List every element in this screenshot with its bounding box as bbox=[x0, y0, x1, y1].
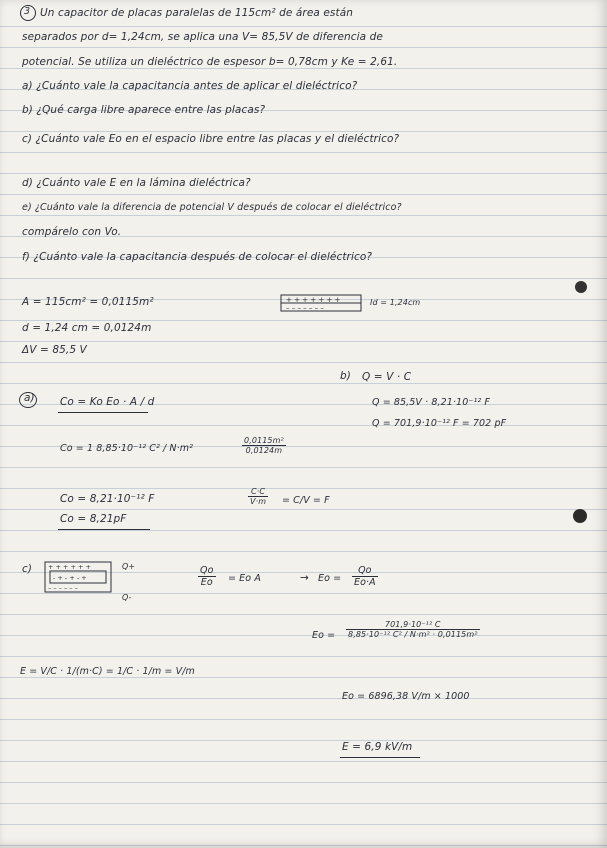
part-a-units-frac bbox=[248, 487, 268, 506]
eo-sub-num: 701,9·10⁻¹² C bbox=[346, 620, 480, 630]
statement-line-1: Un capacitor de placas paralelas de 115cm² de área están bbox=[40, 7, 353, 19]
question-a: a) ¿Cuánto vale la capacitancia antes de aplicar el dieléctrico? bbox=[22, 80, 358, 92]
given-area: A = 115cm² = 0,0115m² bbox=[22, 296, 154, 308]
question-d: d) ¿Cuánto vale E en la lámina dieléctrica? bbox=[22, 177, 251, 189]
gauss-rhs: = Eo A bbox=[228, 573, 261, 584]
eo-substitution-fraction bbox=[346, 620, 480, 639]
svg-text:+ + + + + +: + + + + + + bbox=[48, 563, 92, 571]
units-derivation: E = V/C · 1/(m·C) = 1/C · 1/m = V/m bbox=[20, 666, 195, 677]
problem-number: 3 bbox=[24, 6, 31, 17]
part-a-result-underline bbox=[58, 529, 150, 530]
question-b: b) ¿Qué carga libre aparece entre las placas? bbox=[22, 104, 266, 116]
svg-text:+ + + + + + +: + + + + + + + bbox=[286, 296, 341, 304]
question-f: f) ¿Cuánto vale la capacitancia después de colocar el dieléctrico? bbox=[22, 251, 373, 263]
part-a-formula-underline bbox=[58, 412, 148, 413]
part-a-frac-den: 0,0124m bbox=[245, 446, 283, 455]
charge-plus: Q+ bbox=[122, 562, 136, 571]
eo-num: Qo bbox=[352, 565, 378, 577]
part-b-label: b) bbox=[340, 370, 351, 382]
part-a-area-over-d bbox=[242, 436, 286, 455]
arrow: → bbox=[300, 572, 309, 584]
part-a-substitution: Co = 1 8,85·10⁻¹² C² / N·m² bbox=[60, 443, 193, 454]
e-result-underline bbox=[340, 757, 420, 758]
part-a-frac-num: 0,0115m² bbox=[244, 436, 284, 445]
eo-den: Eo·A bbox=[354, 577, 376, 588]
part-c-label: c) bbox=[22, 563, 33, 575]
part-a-formula: Co = Ko Eo · A / d bbox=[60, 396, 155, 408]
statement-line-3: potencial. Se utiliza un dieléctrico de espesor b= 0,78cm y Ke = 2,61. bbox=[22, 56, 398, 68]
capacitor-sketch bbox=[280, 293, 370, 315]
part-a-label: a) bbox=[24, 392, 35, 404]
binder-hole-bottom bbox=[573, 509, 587, 523]
part-a-result-2: Co = 8,21pF bbox=[60, 513, 127, 525]
question-e: e) ¿Cuánto vale la diferencia de potencial V después de colocar el dieléctrico? bbox=[22, 202, 402, 213]
part-b-line-1: Q = V · C bbox=[362, 371, 412, 383]
gauss-fraction bbox=[198, 565, 216, 588]
part-a-result-1: Co = 8,21·10⁻¹² F bbox=[60, 493, 155, 505]
statement-line-2: separados por d= 1,24cm, se aplica una V= 85,5V de diferencia de bbox=[22, 31, 383, 43]
question-e-cont: compárelo con Vo. bbox=[22, 226, 122, 238]
charge-minus: Q- bbox=[122, 593, 132, 602]
sketch-label: Id = 1,24cm bbox=[370, 298, 421, 307]
part-a-units-den: V·m bbox=[250, 497, 267, 506]
binder-hole-top bbox=[575, 281, 587, 293]
e-result: E = 6,9 kV/m bbox=[342, 741, 413, 753]
part-a-units-tail: = C/V = F bbox=[282, 495, 330, 506]
dielectric-sketch bbox=[44, 560, 116, 596]
part-a-units-num: C·C bbox=[248, 487, 268, 497]
svg-text:– – – – – –: – – – – – – bbox=[48, 584, 78, 592]
eo-result: Eo = 6896,38 V/m × 1000 bbox=[342, 691, 470, 702]
gauss-num: Qo bbox=[200, 565, 214, 576]
part-b-line-3: Q = 701,9·10⁻¹² F = 702 pF bbox=[372, 418, 507, 429]
eo-fraction bbox=[352, 565, 378, 588]
svg-text:- + - + - +: - + - + - + bbox=[53, 574, 87, 582]
part-b-line-2: Q = 85,5V · 8,21·10⁻¹² F bbox=[372, 397, 490, 408]
given-distance: d = 1,24 cm = 0,0124m bbox=[22, 322, 152, 334]
given-voltage: ΔV = 85,5 V bbox=[22, 344, 87, 356]
eo-sub-den: 8,85·10⁻¹² C² / N·m² · 0,0115m² bbox=[348, 630, 478, 639]
svg-text:– – – – – – –: – – – – – – – bbox=[286, 304, 324, 312]
eo-substitution-lhs: Eo = bbox=[312, 630, 336, 641]
eo-lhs: Eo = bbox=[318, 573, 342, 584]
question-c: c) ¿Cuánto vale Eo en el espacio libre entre las placas y el dieléctrico? bbox=[22, 133, 400, 145]
gauss-den: Eo bbox=[200, 577, 213, 588]
